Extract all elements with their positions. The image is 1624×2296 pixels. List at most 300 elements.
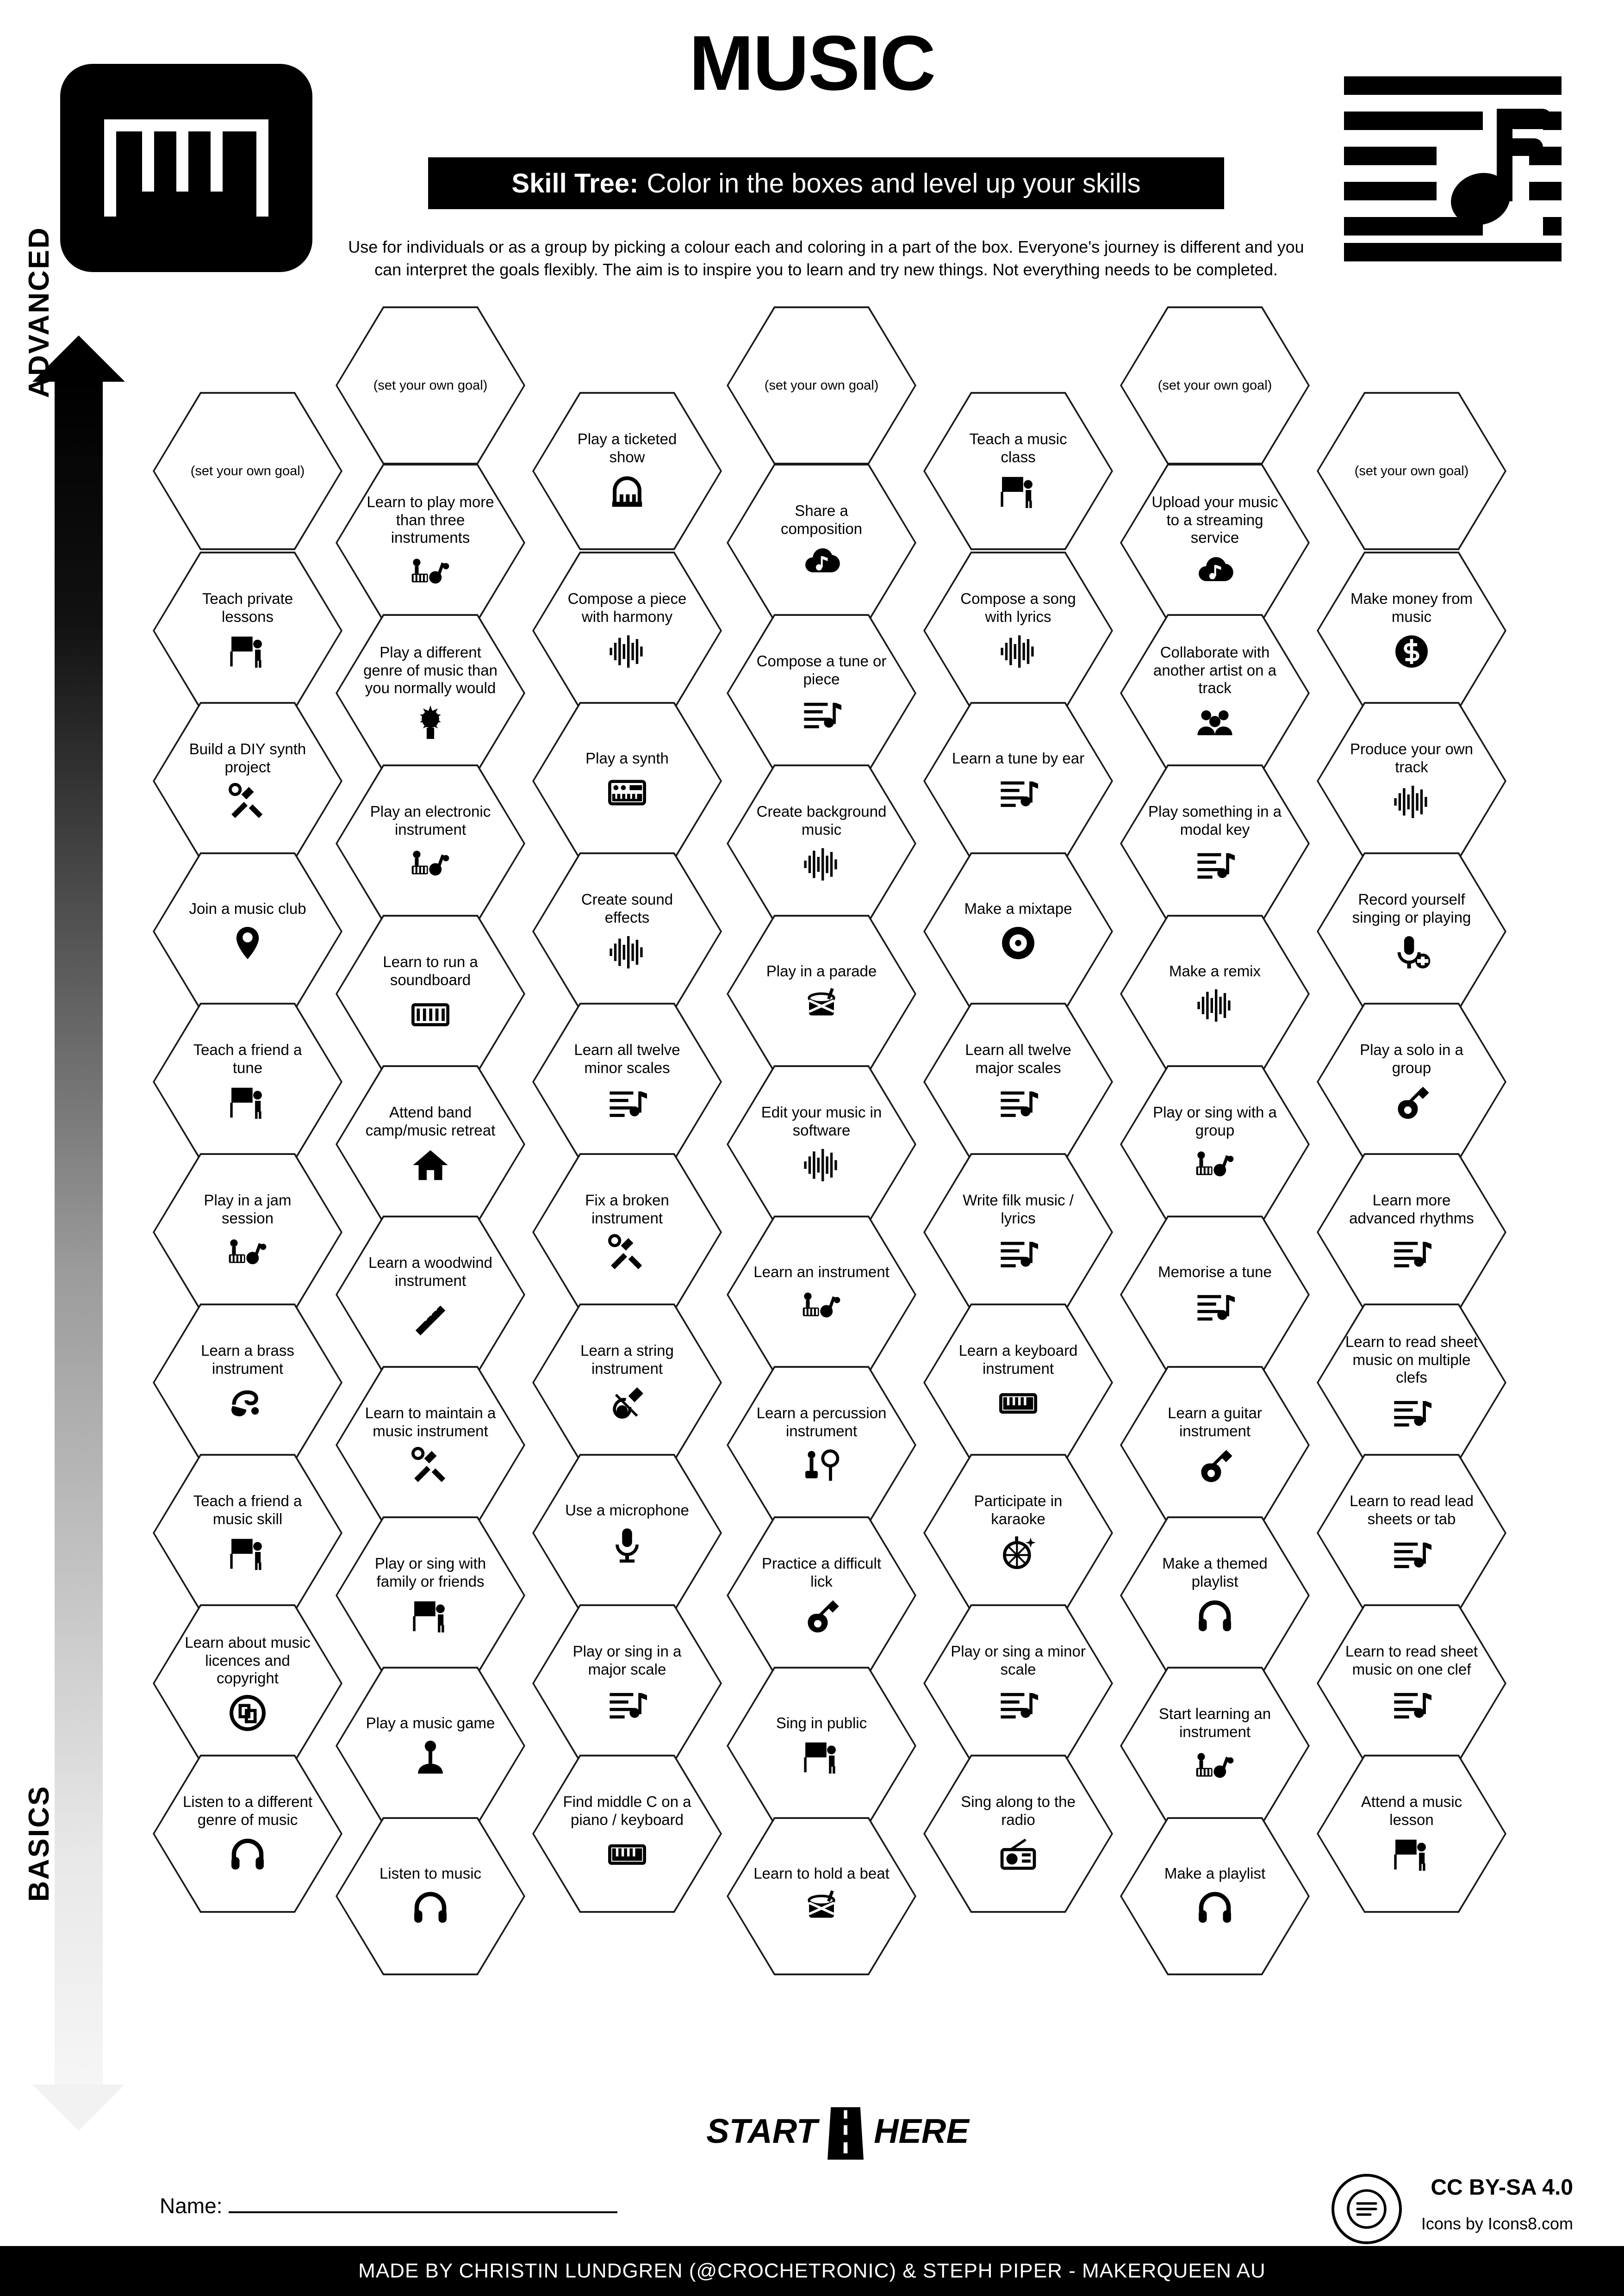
hex-label: (set your own goal) <box>373 378 488 393</box>
hex-content <box>532 1150 722 1315</box>
hex-label: Learn to hold a beat <box>753 1864 890 1882</box>
hex-content <box>727 1212 916 1377</box>
skill-hex[interactable] <box>153 1601 342 1766</box>
hex-content <box>532 1451 722 1615</box>
hex-label: Listen to music <box>379 1864 482 1882</box>
hex-content <box>336 1212 525 1377</box>
hex-label: Record yourself singing or playing <box>1352 891 1471 926</box>
hex-content <box>1120 611 1310 776</box>
hex-label: Play an electronic instrument <box>370 803 491 838</box>
skill-hex[interactable] <box>532 699 722 863</box>
teacher-icon <box>228 1083 268 1123</box>
start-here <box>662 2101 1014 2161</box>
collab-icon <box>1195 703 1235 743</box>
hex-content <box>336 1814 525 1979</box>
band-icon <box>411 552 450 592</box>
band-icon <box>1195 1145 1235 1185</box>
hex-content <box>727 611 916 776</box>
drum-icon <box>802 986 841 1025</box>
skill-hex[interactable] <box>336 1663 525 1828</box>
joystick-icon <box>411 1738 450 1777</box>
skill-hex[interactable] <box>923 849 1113 1014</box>
skill-hex[interactable] <box>153 548 342 713</box>
skill-hex-goal[interactable] <box>336 303 525 468</box>
skill-hex[interactable] <box>336 912 525 1076</box>
skill-hex[interactable] <box>727 460 916 625</box>
hex-label: Memorise a tune <box>1158 1263 1272 1280</box>
hex-content <box>1120 1814 1310 1979</box>
hex-label: (set your own goal) <box>190 463 305 478</box>
hex-label: Use a microphone <box>565 1501 689 1519</box>
skill-hex[interactable] <box>1120 1212 1310 1377</box>
hex-label: Play a solo in a group <box>1360 1041 1463 1076</box>
hex-label: Learn a tune by ear <box>952 749 1085 767</box>
hex-label: Create background music <box>756 803 887 838</box>
hex-label: Make a playlist <box>1164 1864 1266 1882</box>
skill-hex[interactable] <box>727 1814 916 1979</box>
skill-hex[interactable] <box>336 1513 525 1678</box>
hex-label: Teach private lessons <box>202 590 293 625</box>
hex-content <box>727 761 916 926</box>
cloud-note-icon <box>802 544 841 583</box>
sheet-music-icon <box>1392 1392 1431 1432</box>
hex-content <box>1317 1150 1506 1315</box>
hex-label: Play something in a modal key <box>1148 803 1282 838</box>
skill-hex-goal[interactable] <box>1120 303 1310 468</box>
hex-label: Learn a guitar instrument <box>1168 1404 1262 1440</box>
violin-icon <box>607 1384 647 1423</box>
skill-hex[interactable] <box>1120 1363 1310 1527</box>
hex-content <box>923 1150 1113 1315</box>
hex-content <box>336 912 525 1076</box>
band-icon <box>228 1233 268 1273</box>
skill-hex[interactable] <box>532 1601 722 1766</box>
hex-content <box>532 999 722 1164</box>
hex-content <box>153 1300 342 1465</box>
hex-label: Learn a woodwind instrument <box>368 1254 492 1289</box>
hex-content <box>727 1663 916 1828</box>
sheet-music-icon <box>998 1233 1038 1273</box>
skill-hex[interactable] <box>532 1300 722 1465</box>
hex-content <box>532 389 722 553</box>
hex-label: Learn to read sheet music on one clef <box>1345 1643 1478 1678</box>
tools-icon <box>411 1446 450 1486</box>
banner-prefix: Skill Tree: <box>511 168 639 199</box>
guitar-icon <box>1392 1083 1431 1123</box>
skill-hex[interactable] <box>532 1150 722 1315</box>
sheet-music-icon <box>1392 1534 1431 1574</box>
sheet-music-icon <box>607 1083 647 1123</box>
waveform-icon <box>998 632 1038 671</box>
skill-hex[interactable] <box>923 699 1113 863</box>
here-word: HERE <box>874 2111 969 2150</box>
hex-label: Learn to read lead sheets or tab <box>1350 1492 1474 1527</box>
hex-content <box>727 1363 916 1527</box>
skill-hex[interactable] <box>727 611 916 776</box>
money-icon <box>1392 632 1431 671</box>
hex-content <box>923 699 1113 863</box>
skill-hex[interactable] <box>1120 761 1310 926</box>
teacher-icon <box>228 1534 268 1574</box>
skill-hex[interactable] <box>532 999 722 1164</box>
hex-content <box>532 1751 722 1916</box>
hex-content <box>923 548 1113 713</box>
intro-paragraph: Use for individuals or as a group by picking a colour each and coloring in a part of the box. Everyone's journey is different and you can interpret the goals flexibly. The aim is to inspire you to learn and try new things. Not everything needs to be completed. <box>348 237 1304 279</box>
headphones-icon <box>1195 1888 1235 1928</box>
hex-label: Compose a piece with harmony <box>567 590 687 625</box>
hex-label: Teach a friend a music skill <box>193 1492 302 1527</box>
teacher-icon <box>802 1738 841 1777</box>
skill-hex-goal[interactable] <box>153 389 342 553</box>
start-word: START <box>706 2111 818 2150</box>
sheet-music-icon <box>998 1083 1038 1123</box>
flute-icon <box>411 1296 450 1335</box>
hex-label: Produce your own track <box>1350 740 1473 776</box>
basics-label: BASICS <box>23 1785 55 1902</box>
skill-hex[interactable] <box>336 1062 525 1227</box>
hex-label: Play a synth <box>585 749 669 767</box>
hex-label: Build a DIY synth project <box>189 740 306 776</box>
hex-content <box>1120 1363 1310 1527</box>
hex-label: Write filk music / lyrics <box>963 1191 1074 1227</box>
hex-label: Learn about music licences and copyright <box>185 1633 311 1687</box>
hex-content <box>153 699 342 863</box>
hex-label: Compose a song with lyrics <box>960 590 1076 625</box>
skill-hex[interactable] <box>1317 699 1506 863</box>
hex-content <box>1317 999 1506 1164</box>
headphones-icon <box>228 1835 268 1874</box>
road-icon <box>828 2107 864 2159</box>
band-icon <box>411 844 450 884</box>
hex-content <box>532 1300 722 1465</box>
sheet-music-icon <box>1392 1233 1431 1273</box>
piano-icon <box>607 1835 647 1874</box>
hex-label: Learn a keyboard instrument <box>958 1342 1078 1377</box>
hex-label: Upload your music to a streaming service <box>1151 493 1278 546</box>
skill-hex[interactable] <box>532 849 722 1014</box>
teacher-icon <box>998 472 1038 512</box>
hex-content <box>923 1451 1113 1615</box>
hex-label: Share a composition <box>780 502 863 537</box>
hex-label: Play in a parade <box>766 962 877 980</box>
skill-hex[interactable] <box>1317 1751 1506 1916</box>
hex-content <box>532 849 722 1014</box>
hex-content <box>336 1363 525 1527</box>
icons-credit: Icons by Icons8.com <box>1421 2214 1573 2233</box>
skill-hex[interactable] <box>727 1062 916 1227</box>
waveform-icon <box>802 1145 841 1185</box>
skill-hex[interactable] <box>1317 1451 1506 1615</box>
skill-hex[interactable] <box>1120 1663 1310 1828</box>
hex-content <box>1120 303 1310 468</box>
skill-hex[interactable] <box>1317 849 1506 1014</box>
hex-content <box>153 999 342 1164</box>
hex-content <box>336 1663 525 1828</box>
disco-ball-icon <box>998 1534 1038 1574</box>
skill-hex[interactable] <box>153 1300 342 1465</box>
hex-content <box>727 460 916 625</box>
hex-label: Play or sing a minor scale <box>951 1643 1086 1678</box>
guitar-icon <box>1195 1446 1235 1486</box>
sheet-music-icon <box>607 1684 647 1724</box>
percussion-icon <box>802 1446 841 1486</box>
skill-hex-goal[interactable] <box>1317 389 1506 553</box>
skill-hex[interactable] <box>727 912 916 1076</box>
hex-content <box>153 548 342 713</box>
hex-content <box>1317 1751 1506 1916</box>
skill-hex[interactable] <box>153 699 342 863</box>
skill-hex[interactable] <box>153 849 342 1014</box>
band-icon <box>802 1286 841 1326</box>
name-rule[interactable] <box>229 2209 617 2213</box>
footer-bar <box>0 2246 1624 2296</box>
skill-hex[interactable] <box>153 1150 342 1315</box>
hex-content <box>532 699 722 863</box>
skill-hex[interactable] <box>1120 460 1310 625</box>
theatre-icon <box>607 472 647 512</box>
teacher-icon <box>411 1596 450 1636</box>
hex-content <box>923 1601 1113 1766</box>
cc-badge-icon <box>1332 2174 1402 2244</box>
hex-content <box>923 849 1113 1014</box>
hex-content <box>727 1814 916 1979</box>
skill-hex[interactable] <box>923 1751 1113 1916</box>
skill-hex[interactable] <box>727 1212 916 1377</box>
license-block <box>1421 2175 1573 2234</box>
copyright-icon <box>228 1693 268 1733</box>
skill-hex[interactable] <box>1120 1513 1310 1678</box>
hex-content <box>727 1513 916 1678</box>
hex-content <box>1317 1451 1506 1615</box>
hex-label: Listen to a different genre of music <box>182 1793 313 1828</box>
skill-hex-goal[interactable] <box>727 303 916 468</box>
microphone-icon <box>607 1525 647 1564</box>
headphones-icon <box>411 1888 450 1928</box>
skill-hex[interactable] <box>336 1814 525 1979</box>
hex-label: Learn a string instrument <box>580 1342 674 1377</box>
hex-label: Fix a broken instrument <box>585 1191 669 1227</box>
hex-label: Attend a music lesson <box>1361 1793 1462 1828</box>
hex-content <box>923 389 1113 553</box>
skill-hex[interactable] <box>923 999 1113 1164</box>
skill-hex[interactable] <box>923 1601 1113 1766</box>
skill-hex[interactable] <box>532 1451 722 1615</box>
hex-label: Make a mixtape <box>964 900 1072 917</box>
hex-label: Make money from music <box>1350 590 1473 625</box>
hex-label: Practice a difficult lick <box>761 1555 881 1590</box>
skill-hex[interactable] <box>923 1451 1113 1615</box>
hex-label: Edit your music in software <box>761 1104 882 1139</box>
skill-hex[interactable] <box>153 1451 342 1615</box>
waveform-icon <box>1195 986 1235 1025</box>
hex-content <box>1120 1212 1310 1377</box>
synth-icon <box>607 773 647 813</box>
hex-content <box>153 1601 342 1766</box>
sheet-music-icon <box>802 694 841 734</box>
hex-label: Attend band camp/music retreat <box>365 1104 496 1139</box>
hex-label: Play a music game <box>366 1714 495 1731</box>
hex-label: Play or sing with family or friends <box>374 1555 486 1590</box>
skill-hex[interactable] <box>727 761 916 926</box>
skill-hex[interactable] <box>336 611 525 776</box>
skill-hex[interactable] <box>336 761 525 926</box>
hex-content <box>153 849 342 1014</box>
hex-content <box>1120 912 1310 1076</box>
skill-hex[interactable] <box>532 548 722 713</box>
skill-hex[interactable] <box>153 999 342 1164</box>
hex-label: (set your own goal) <box>1157 378 1272 393</box>
hex-content <box>1317 1300 1506 1465</box>
hex-content <box>1120 1513 1310 1678</box>
hex-content <box>336 1062 525 1227</box>
skill-hex[interactable] <box>336 1363 525 1527</box>
house-icon <box>411 1145 450 1185</box>
hex-label: (set your own goal) <box>1354 463 1469 478</box>
hex-label: Learn a percussion instrument <box>756 1404 887 1440</box>
skill-hex[interactable] <box>532 389 722 553</box>
hex-content <box>336 761 525 926</box>
skill-hex[interactable] <box>1317 999 1506 1164</box>
hex-content <box>153 1451 342 1615</box>
sheet-music-icon <box>998 1684 1038 1724</box>
hex-label: Play a different genre of music than you normally would <box>363 643 498 697</box>
hex-content <box>336 303 525 468</box>
hex-label: Teach a friend a tune <box>193 1041 302 1076</box>
skill-hex[interactable] <box>1120 912 1310 1076</box>
hex-content <box>1317 389 1506 553</box>
sheet-music-icon <box>1195 1286 1235 1326</box>
hex-label: Learn to read sheet music on multiple clefs <box>1345 1333 1478 1386</box>
hex-content <box>1120 1663 1310 1828</box>
hex-label: Compose a tune or piece <box>756 652 887 688</box>
hex-label: Participate in karaoke <box>974 1492 1063 1527</box>
hex-content <box>923 1300 1113 1465</box>
sheet-music-icon <box>1195 844 1235 884</box>
sheet-music-icon <box>998 773 1038 813</box>
hex-label: Play a ticketed show <box>577 430 677 465</box>
headphones-icon <box>1195 1596 1235 1636</box>
hex-content <box>1317 1601 1506 1766</box>
hex-label: Learn to maintain a music instrument <box>365 1404 496 1440</box>
skill-hex[interactable] <box>153 1751 342 1916</box>
hex-label: Make a remix <box>1169 962 1261 980</box>
license-text: CC BY-SA 4.0 <box>1431 2175 1573 2200</box>
hex-label: Learn an instrument <box>753 1263 890 1280</box>
hex-content <box>532 1601 722 1766</box>
hex-label: Play or sing with a group <box>1153 1104 1277 1139</box>
hex-label: Learn more advanced rhythms <box>1349 1191 1474 1227</box>
location-pin-icon <box>228 923 268 963</box>
skill-hex[interactable] <box>1120 1062 1310 1227</box>
guitar-icon <box>802 1596 841 1636</box>
name-label: Name: <box>160 2194 223 2218</box>
hex-label: Teach a music class <box>969 430 1067 465</box>
skill-hex[interactable] <box>532 1751 722 1916</box>
hex-label: Learn a brass instrument <box>201 1342 294 1377</box>
hex-label: Learn all twelve minor scales <box>574 1041 680 1076</box>
soundboard-icon <box>411 995 450 1035</box>
skill-hex[interactable] <box>336 460 525 625</box>
hex-label: (set your own goal) <box>764 378 879 393</box>
hex-label: Find middle C on a piano / keyboard <box>563 1793 691 1828</box>
vinyl-icon <box>998 923 1038 963</box>
skill-hex[interactable] <box>1120 611 1310 776</box>
hex-content <box>727 912 916 1076</box>
hex-content <box>153 389 342 553</box>
skill-hex[interactable] <box>1317 548 1506 713</box>
record-mic-icon <box>1392 932 1431 972</box>
tools-icon <box>607 1233 647 1273</box>
statue-icon <box>411 703 450 743</box>
sheet-music-icon <box>1392 1684 1431 1724</box>
hex-label: Play or sing in a major scale <box>572 1643 682 1678</box>
hex-content <box>1317 699 1506 863</box>
skill-hex[interactable] <box>1120 1814 1310 1979</box>
hex-label: Learn all twelve major scales <box>965 1041 1071 1076</box>
teacher-icon <box>228 632 268 671</box>
footer-credit: MADE BY CHRISTIN LUNDGREN (@CROCHETRONIC) & STEPH PIPER - MAKERQUEEN AU <box>358 2259 1266 2282</box>
band-icon <box>1195 1747 1235 1787</box>
hex-label: Sing along to the radio <box>961 1793 1076 1828</box>
hex-label: Start learning an instrument <box>1158 1705 1271 1740</box>
horn-icon <box>228 1384 268 1423</box>
hex-content <box>1120 460 1310 625</box>
hex-content <box>532 548 722 713</box>
skill-hex[interactable] <box>1317 1300 1506 1465</box>
page-title: MUSIC <box>689 19 935 106</box>
hex-label: Collaborate with another artist on a track <box>1153 643 1276 697</box>
hex-content <box>1120 1062 1310 1227</box>
waveform-icon <box>802 844 841 884</box>
waveform-icon <box>607 932 647 972</box>
hex-content <box>336 460 525 625</box>
name-field[interactable] <box>160 2193 617 2218</box>
hex-content <box>336 611 525 776</box>
skill-hex[interactable] <box>1317 1150 1506 1315</box>
skill-hex[interactable] <box>923 389 1113 553</box>
skill-hex[interactable] <box>1317 1601 1506 1766</box>
skill-hex[interactable] <box>923 1150 1113 1315</box>
skill-hex[interactable] <box>923 1300 1113 1465</box>
radio-icon <box>998 1835 1038 1874</box>
waveform-icon <box>1392 782 1431 822</box>
skill-hex[interactable] <box>727 1663 916 1828</box>
hex-label: Learn to play more than three instruments <box>367 493 494 546</box>
hex-content <box>153 1150 342 1315</box>
tools-icon <box>228 782 268 822</box>
skill-hex[interactable] <box>727 1513 916 1678</box>
teacher-icon <box>1392 1835 1431 1874</box>
hex-content <box>1120 761 1310 926</box>
hex-content <box>727 303 916 468</box>
hex-content <box>923 999 1113 1164</box>
hex-content <box>923 1751 1113 1916</box>
hex-label: Join a music club <box>189 900 306 917</box>
skill-hex[interactable] <box>727 1363 916 1527</box>
skill-hex[interactable] <box>923 548 1113 713</box>
hex-content <box>1317 849 1506 1014</box>
hex-label: Create sound effects <box>581 891 673 926</box>
waveform-icon <box>607 632 647 671</box>
hex-content <box>727 1062 916 1227</box>
banner-text: Color in the boxes and level up your skills <box>647 168 1141 199</box>
hex-content <box>153 1751 342 1916</box>
skill-hex[interactable] <box>336 1212 525 1377</box>
drum-icon <box>802 1888 841 1928</box>
hex-content <box>336 1513 525 1678</box>
cloud-note-icon <box>1195 552 1235 592</box>
hex-label: Learn to run a soundboard <box>383 953 478 988</box>
